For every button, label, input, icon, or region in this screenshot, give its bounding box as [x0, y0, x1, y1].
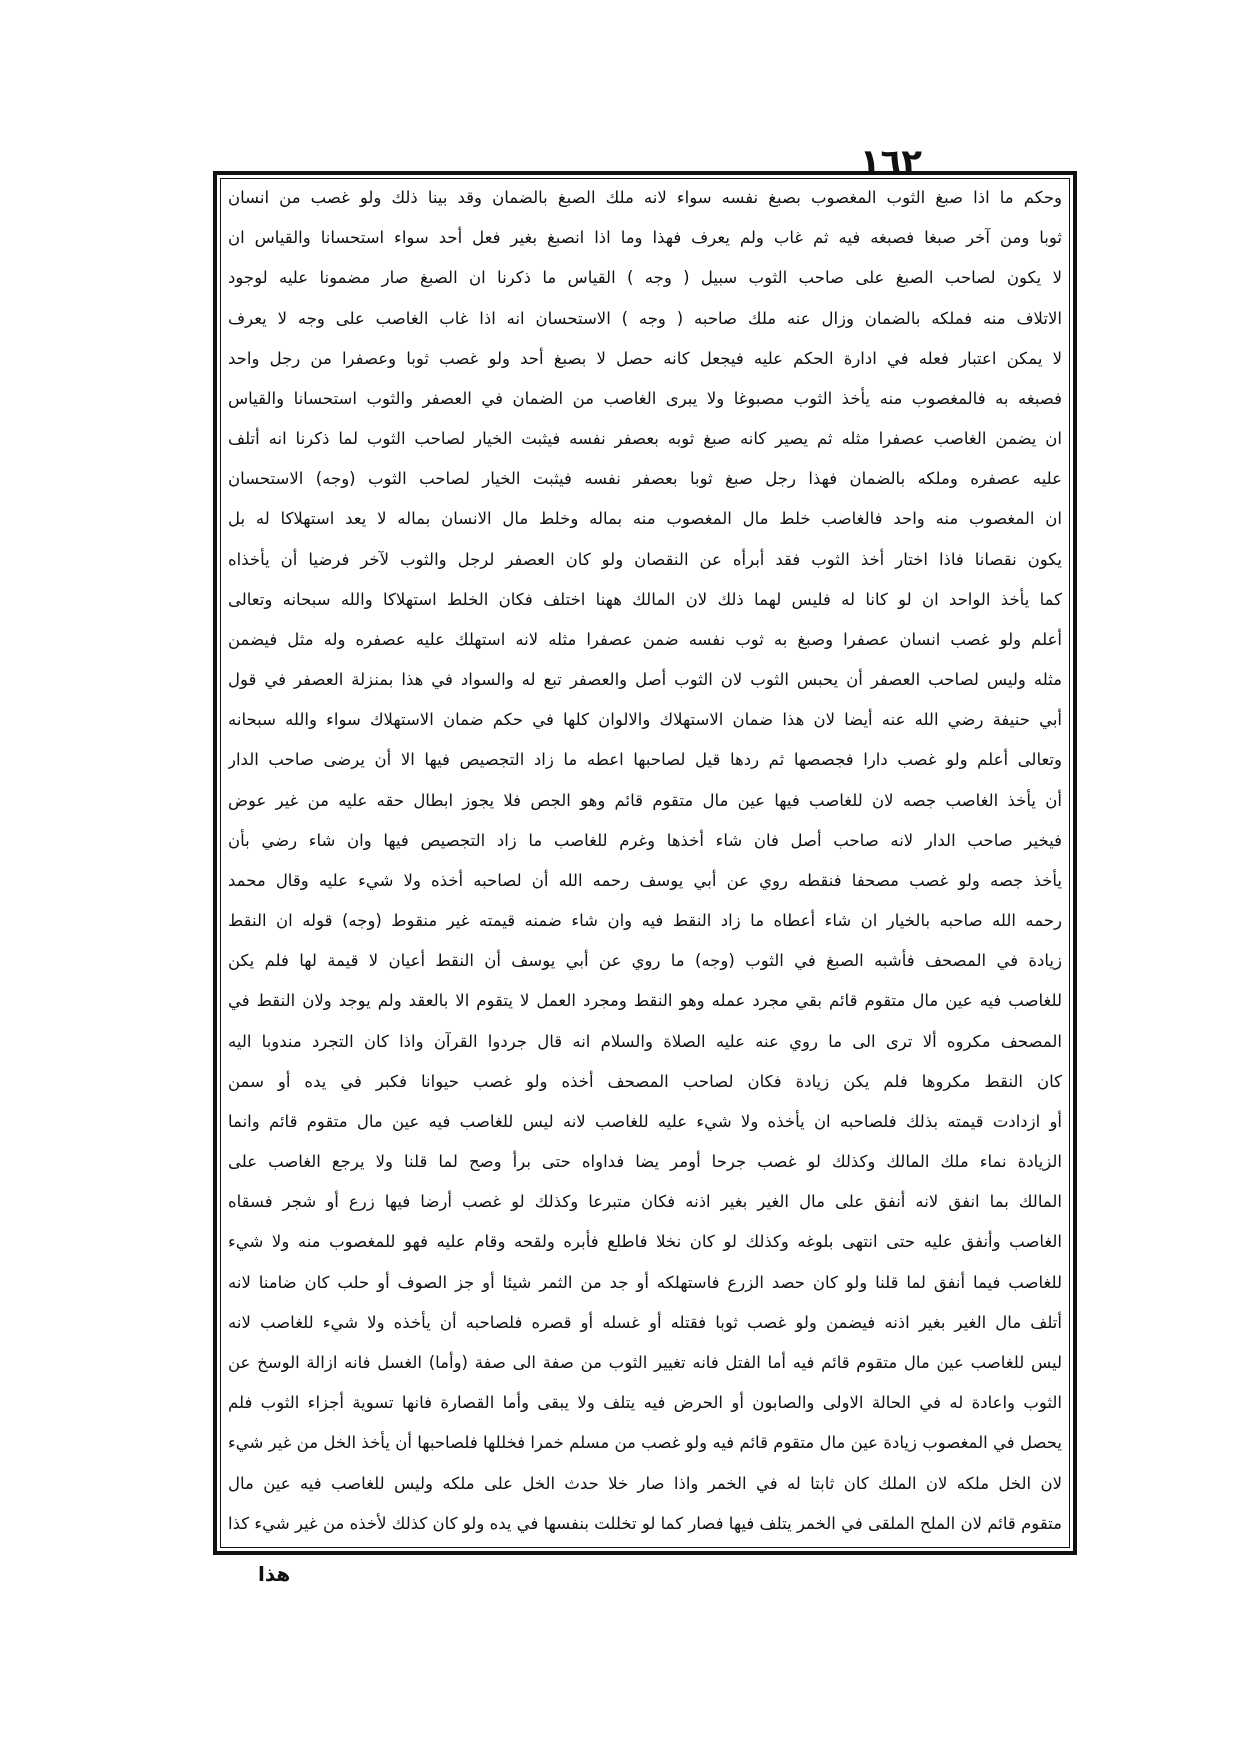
text-line-3: لا يكون لصاحب الصبغ على صاحب الثوب سبيل ( وجه ) القياس ما ذكرنا ان الصبغ صار مضمونا عليه لوجود: [228, 268, 1062, 288]
catchword: هذا: [258, 1562, 291, 1586]
text-line-30: ليس للغاصب عين مال متقوم قائم فيه أما الفتل فانه تغيير الثوب من صفة الى صفة (وأما) الغسل فانه ازالة الوسخ عن: [228, 1352, 1062, 1372]
text-line-7: ان يضمن الغاصب عصفرا مثله ثم يصير كانه صبغ ثوبه بعصفر نفسه فيثبت الخيار لصاحب الثوب لما ذكرنا انه أتلف: [228, 429, 1062, 449]
text-line-18: يأخذ جصه ولو غصب مصحفا فنقطه روي عن أبي يوسف رحمه الله أن لصاحبه أخذه ولا شيء عليه وقال محمد: [228, 870, 1062, 890]
text-line-24: أو ازدادت قيمته بذلك فلصاحبه ان يأخذه ولا شيء عليه للغاصب لانه ليس للغاصب فيه عين مال متقوم قائم وانما: [228, 1111, 1062, 1131]
text-line-5: لا يمكن اعتبار فعله في ادارة الحكم عليه فيجعل كانه حصل لا بصبغ أحد ولو غصب ثوبا وعصفرا من رجل واحد: [228, 348, 1062, 368]
page-number: ١٦٢: [859, 142, 922, 182]
text-line-33: لان الخل ملكه لان الملك كان ثابتا له في الخمر واذا صار خلا حدث الخل على ملكه وليس للغاصب فيه عين مال: [228, 1473, 1062, 1493]
text-line-13: مثله وليس لصاحب العصفر أن يحبس الثوب لان الثوب أصل والعصفر تبع له والسواد في هذا بمنزلة العصفر في قول: [228, 670, 1062, 690]
text-line-20: زيادة في المصحف فأشبه الصبغ في الثوب (وجه) ما روي عن أبي يوسف أن النقط أعيان لا قيمة لها فلم يكن: [228, 951, 1062, 971]
text-line-14: أبي حنيفة رضي الله عنه أيضا لان هذا ضمان الاستهلاك والالوان كلها في حكم ضمان الاستهلاك سواء والله سبحانه: [228, 710, 1062, 730]
text-line-12: أعلم ولو غصب انسان عصفرا وصبغ به ثوب نفسه ضمن عصفرا مثله لانه استهلك عليه عصفره وله مثل فيضمن: [228, 629, 1062, 649]
text-line-25: الزيادة نماء ملك المالك وكذلك لو غصب جرحا أومر يضا فداواه حتى برأ وصح لما قلنا ولا يرجع الغاصب على: [228, 1152, 1062, 1172]
text-line-4: الاتلاف منه فملكه بالضمان وزال عنه ملك صاحبه ( وجه ) الاستحسان انه اذا غاب الغاصب على وجه لا يعرف: [228, 308, 1062, 328]
text-block: [228, 181, 1062, 1545]
text-line-16: أن يأخذ الغاصب جصه لان للغاصب فيها عين مال متقوم قائم وهو الجص فلا يجوز ابطال حقه عليه من غير عوض: [228, 790, 1062, 810]
text-line-27: الغاصب وأنفق عليه حتى انتهى بلوغه وكذلك لو كان نخلا فاطلع فأبره ولقحه وقام عليه فهو للمغصوب منه ولا شيء: [228, 1232, 1062, 1252]
text-line-2: ثوبا ومن آخر صبغا فصبغه فيه ثم غاب ولم يعرف فهذا وما اذا انصبغ بغير فعل أحد سواء استحسانا والقياس ان: [228, 228, 1062, 248]
text-line-34: متقوم قائم لان الملح الملقى في الخمر يتلف فيها فصار كما لو تخللت بنفسها في يده ولو كان كذلك لأخذه من غير شيء كذا: [228, 1513, 1062, 1533]
text-line-19: رحمه الله صاحبه بالخيار ان شاء أعطاه ما زاد النقط فيه وان شاء ضمنه قيمته غير منقوط (وجه) قوله ان النقط: [228, 911, 1062, 931]
text-line-15: وتعالى أعلم ولو غصب دارا فجصصها ثم ردها قيل لصاحبها اعطه ما زاد التجصيص فيها الا أن يرضى صاحب الدار: [228, 750, 1062, 770]
text-line-31: الثوب واعادة له في الحالة الاولى والصابون أو الحرض فيه يتلف ولا يبقى وأما القصارة فانها تسوية أجزاء الثوب فلم: [228, 1393, 1062, 1413]
text-line-26: المالك بما انفق لانه أنفق على مال الغير بغير اذنه فكان متبرعا وكذلك لو غصب أرضا فيها زرع أو شجر فسقاه: [228, 1192, 1062, 1212]
text-line-8: عليه عصفره وملكه بالضمان فهذا رجل صبغ ثوبا بعصفر نفسه فيثبت الخيار لصاحب الثوب (وجه) الاستحسان: [228, 469, 1062, 489]
text-line-23: كان النقط مكروها فلم يكن زيادة فكان لصاحب المصحف أخذه ولو غصب حيوانا فكبر في يده أو سمن: [228, 1071, 1062, 1091]
text-line-32: يحصل في المغصوب زيادة عين مال متقوم قائم فيه ولو غصب من مسلم خمرا فخللها فلصاحبها أن يأخذ الخل من غير شيء: [228, 1433, 1062, 1453]
text-line-28: للغاصب فيما أنفق لما قلنا ولو كان حصد الزرع فاستهلكه أو جد من الثمر شيئا أو جز الصوف أو حلب كان ضامنا لانه: [228, 1272, 1062, 1292]
text-line-10: يكون نقصانا فاذا اختار أخذ الثوب فقد أبرأه عن النقصان ولو كان العصفر لرجل والثوب لآخر فرضيا أن يأخذاه: [228, 549, 1062, 569]
text-line-6: فصبغه به فالمغصوب منه يأخذ الثوب مصبوغا ولا يبرى الغاصب من الضمان في العصفر والثوب استحسانا والقياس: [228, 388, 1062, 408]
text-line-22: المصحف مكروه ألا ترى الى ما روي عنه عليه الصلاة والسلام انه قال جردوا القرآن واذا كان التجرد مندوبا اليه: [228, 1031, 1062, 1051]
text-line-11: كما يأخذ الواحد ان لو كانا له فليس لهما ذلك لان المالك ههنا اختلف فكان الخلط استهلاكا والله سبحانه وتعالى: [228, 589, 1062, 609]
text-line-21: للغاصب فيه عين مال متقوم قائم بقي مجرد عمله وهو النقط ومجرد العمل لا يتقوم الا بالعقد ولم يوجد ولان النقط في: [228, 991, 1062, 1011]
text-line-9: ان المغصوب منه واحد فالغاصب خلط مال المغصوب منه بماله وخلط مال الانسان بماله لا يعد استهلاكا له بل: [228, 509, 1062, 529]
text-line-17: فيخير صاحب الدار لانه صاحب أصل فان شاء أخذها وغرم للغاصب ما زاد التجصيص فيها وان شاء رضي بأن: [228, 830, 1062, 850]
text-line-1: وحكم ما اذا صبغ الثوب المغصوب بصبغ نفسه سواء لانه ملك الصبغ بالضمان وقد بينا ذلك ولو غصب من انسان: [228, 188, 1062, 207]
text-line-29: أتلف مال الغير بغير اذنه فيضمن ولو غصب ثوبا فقتله أو غسله أو قصره فلصاحبه أن يأخذه ولا شيء للغاصب لانه: [228, 1312, 1062, 1332]
